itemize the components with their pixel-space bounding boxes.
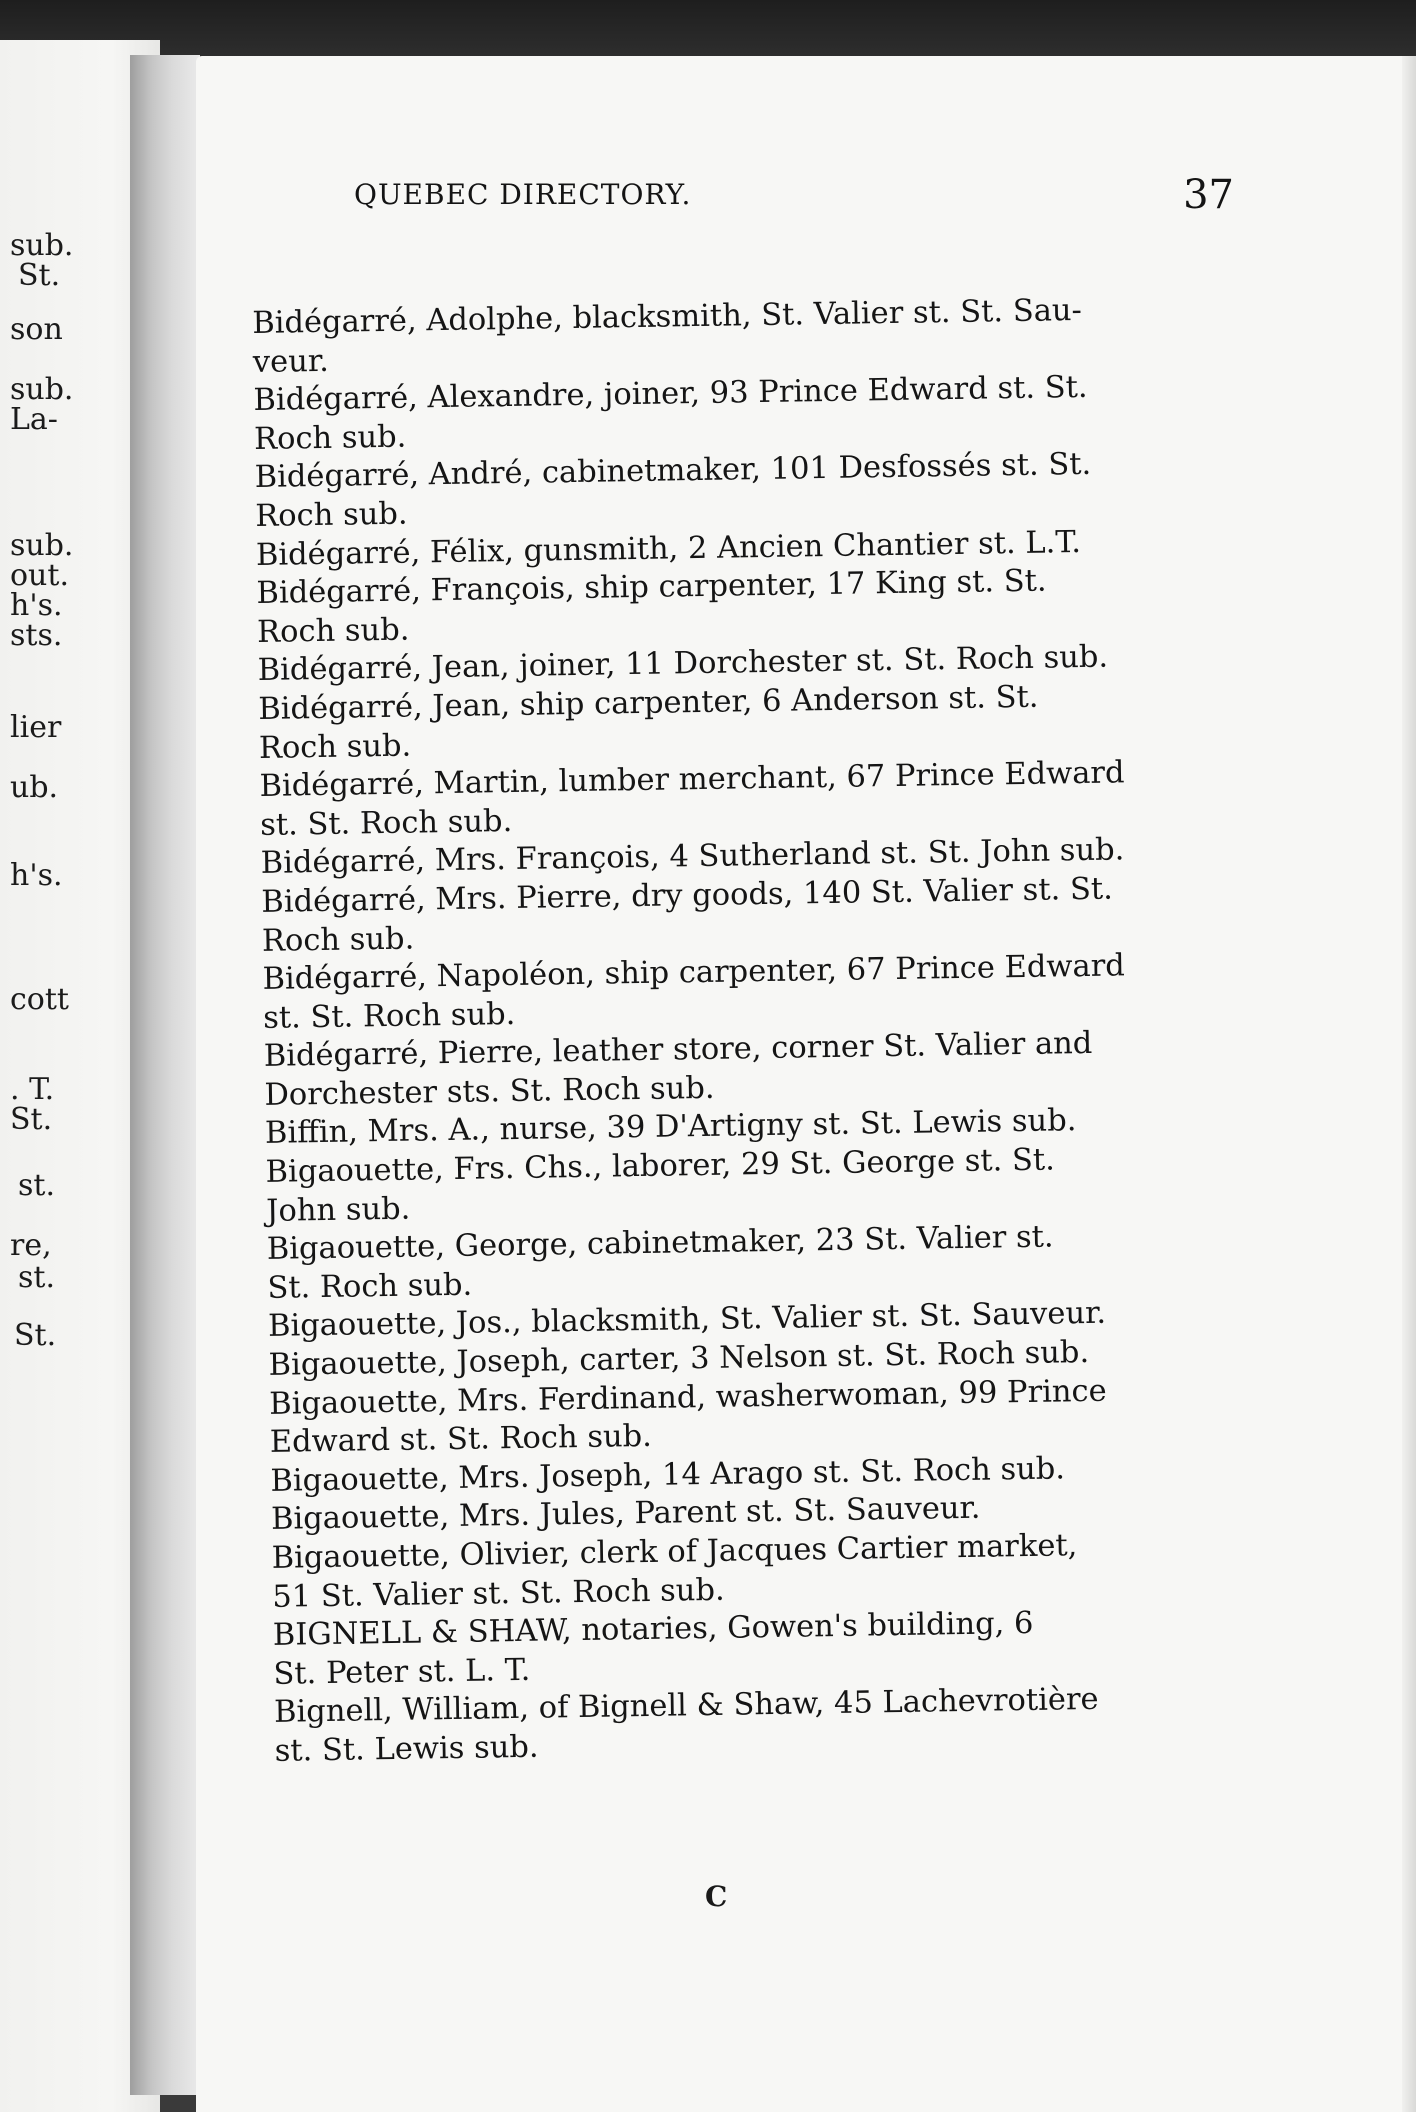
left-page-fragment: re, xyxy=(10,1228,52,1263)
entry-line: Bidégarré, Martin, lumber merchant, 67 Prince Edward xyxy=(259,755,1125,805)
entry-line: Bidégarré, Napoléon, ship carpenter, 67 Prince Edward xyxy=(262,948,1126,998)
scan-top-edge xyxy=(0,0,1416,58)
entry-line: BIGNELL & SHAW, notaries, Gowen's building, 6 xyxy=(272,1606,1034,1654)
left-page-fragment: st. xyxy=(18,1260,55,1295)
entry-line: Bignell, William, of Bignell & Shaw, 45 Lachevrotière xyxy=(273,1682,1099,1731)
entry-line: Bigaouette, George, cabinetmaker, 23 St. Valier st. xyxy=(266,1219,1054,1268)
left-page-fragment: son xyxy=(10,312,63,347)
entry-continuation-line: veur. xyxy=(252,343,330,380)
page-header xyxy=(354,172,1234,222)
signature-mark: C xyxy=(705,1880,728,1913)
directory-entry xyxy=(274,1679,1245,1771)
left-page-fragment: lier xyxy=(10,710,62,745)
entry-continuation-line: st. St. Lewis sub. xyxy=(274,1729,539,1769)
left-page-fragment: st. xyxy=(18,1168,55,1203)
entry-line: Bidégarré, Jean, ship carpenter, 6 Anderson st. St. xyxy=(258,679,1039,727)
entry-line: Bidégarré, Mrs. François, 4 Sutherland st. St. John sub. xyxy=(260,832,1125,882)
left-page-fragment: . T. xyxy=(10,1072,55,1107)
entry-continuation-line: Roch sub. xyxy=(258,728,412,766)
entry-continuation-line: John sub. xyxy=(265,1191,411,1229)
entry-line: Bidégarré, Félix, gunsmith, 2 Ancien Chantier st. L.T. xyxy=(255,524,1082,573)
entry-line: Bigaouette, Frs. Chs., laborer, 29 St. George st. St. xyxy=(265,1142,1056,1190)
left-page-fragment: cott xyxy=(10,982,69,1017)
left-page-fragment: St. xyxy=(14,1318,57,1353)
book-gutter-shadow xyxy=(130,55,200,2095)
entry-continuation-line: St. Peter st. L. T. xyxy=(273,1652,531,1692)
directory-entries xyxy=(252,290,1245,1772)
entry-line: Bigaouette, Joseph, carter, 3 Nelson st. St. Roch sub. xyxy=(268,1335,1090,1383)
entry-line: Bigaouette, Mrs. Jules, Parent st. St. Sauveur. xyxy=(270,1491,981,1538)
entry-line: Bidégarré, Pierre, leather store, corner St. Valier and xyxy=(263,1026,1093,1075)
entry-line: Bigaouette, Olivier, clerk of Jacques Cartier market, xyxy=(271,1528,1078,1576)
entry-continuation-line: Roch sub. xyxy=(256,612,410,650)
entry-line: Bidégarré, Jean, joiner, 11 Dorchester st. St. Roch sub. xyxy=(257,639,1109,689)
entry-line: Bigaouette, Jos., blacksmith, St. Valier st. St. Sauveur. xyxy=(267,1296,1107,1345)
entry-line: Bidégarré, Adolphe, blacksmith, St. Valier st. St. Sau- xyxy=(252,292,1083,341)
entry-continuation-line: st. St. Roch sub. xyxy=(259,803,513,843)
running-head: QUEBEC DIRECTORY. xyxy=(354,178,692,211)
left-page-fragment: h's. xyxy=(10,588,63,623)
entry-continuation-line: st. St. Roch sub. xyxy=(262,996,516,1036)
left-page-fragment: h's. xyxy=(10,858,63,893)
left-page-fragment: sub. xyxy=(10,372,74,407)
left-page-fragment: ub. xyxy=(10,770,59,805)
page-number: 37 xyxy=(1183,172,1234,218)
entry-continuation-line: Roch sub. xyxy=(261,921,415,959)
left-page-fragment: St. xyxy=(10,1102,53,1137)
entry-line: Bigaouette, Mrs. Ferdinand, washerwoman, 99 Prince xyxy=(268,1373,1107,1422)
left-page-fragment: sub. xyxy=(10,228,74,263)
entry-continuation-line: Dorchester sts. St. Roch sub. xyxy=(264,1070,715,1113)
left-page-fragment: out. xyxy=(10,558,69,593)
left-page-fragment: St. xyxy=(18,258,61,293)
entry-line: Bidégarré, André, cabinetmaker, 101 Desfossés st. St. xyxy=(254,447,1092,496)
entry-continuation-line: Roch sub. xyxy=(253,419,407,457)
entry-continuation-line: 51 St. Valier st. St. Roch sub. xyxy=(272,1572,725,1615)
entry-line: Biffin, Mrs. A., nurse, 39 D'Artigny st. St. Lewis sub. xyxy=(264,1103,1077,1152)
entry-continuation-line: Edward st. St. Roch sub. xyxy=(269,1419,653,1461)
entry-line: Bigaouette, Mrs. Joseph, 14 Arago st. St. Roch sub. xyxy=(270,1451,1066,1499)
left-page-fragment: sub. xyxy=(10,528,74,563)
entry-line: Bidégarré, Alexandre, joiner, 93 Prince Edward st. St. xyxy=(253,370,1088,419)
left-page-fragment: sts. xyxy=(10,618,63,653)
entry-continuation-line: Roch sub. xyxy=(255,496,408,534)
entry-line: Bidégarré, Mrs. Pierre, dry goods, 140 St. Valier st. St. xyxy=(261,871,1114,920)
entry-line: Bidégarré, François, ship carpenter, 17 King st. St. xyxy=(256,563,1047,612)
entry-continuation-line: St. Roch sub. xyxy=(267,1267,473,1306)
left-page-fragment: La- xyxy=(10,402,58,437)
